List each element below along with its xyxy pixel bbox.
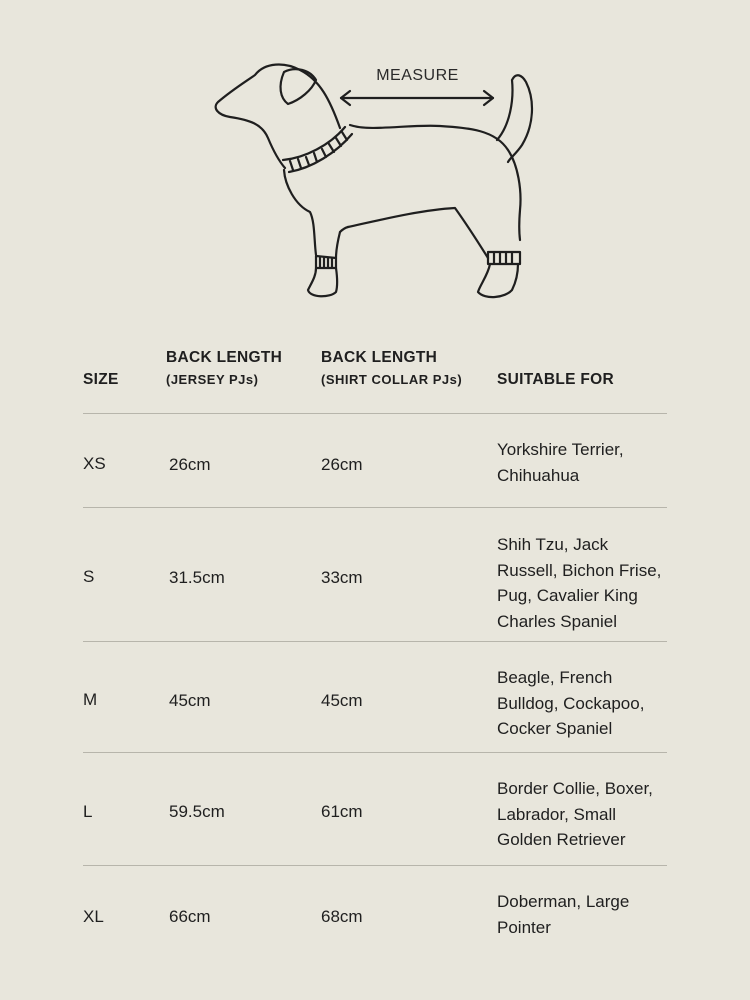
shirt-length-cell: 68cm [321, 907, 363, 926]
jersey-length-cell: 45cm [169, 691, 211, 710]
size-cell: L [83, 802, 93, 821]
dog-measure-illustration [0, 0, 750, 320]
size-cell: XL [83, 907, 104, 926]
jersey-length-cell: 31.5cm [169, 568, 225, 587]
header-back-length-shirt-title: BACK LENGTH [321, 349, 438, 366]
header-back-length-shirt-sub: (SHIRT COLLAR PJs) [321, 372, 463, 387]
jersey-length-cell: 26cm [169, 455, 211, 474]
table-header [83, 340, 667, 414]
table-row-s [83, 508, 667, 642]
suitable-for-cell: Doberman, Large Pointer [497, 892, 630, 937]
table-row-xs [83, 414, 667, 508]
suitable-for-cell: Yorkshire Terrier, Chihuahua [497, 440, 624, 485]
shirt-length-cell: 33cm [321, 568, 363, 587]
header-size: SIZE [83, 371, 119, 388]
shirt-length-cell: 26cm [321, 455, 363, 474]
header-back-length-jersey-sub: (JERSEY PJs) [166, 372, 259, 387]
table-row-l [83, 753, 667, 866]
suitable-for-cell: Border Collie, Boxer, Labrador, Small Golden Retriever [497, 779, 653, 849]
suitable-for-cell: Beagle, French Bulldog, Cockapoo, Cocker Spaniel [497, 668, 645, 738]
table-row-m [83, 642, 667, 753]
shirt-length-cell: 45cm [321, 691, 363, 710]
header-back-length-shirt [321, 347, 462, 391]
jersey-length-cell: 66cm [169, 907, 211, 926]
header-suitable-for: SUITABLE FOR [497, 371, 614, 388]
suitable-for-cell: Shih Tzu, Jack Russell, Bichon Frise, Pug, Cavalier King Charles Spaniel [497, 535, 662, 631]
jersey-length-cell: 59.5cm [169, 802, 225, 821]
header-back-length-jersey-title: BACK LENGTH [166, 349, 283, 366]
size-cell: S [83, 567, 95, 586]
size-cell: XS [83, 454, 106, 473]
size-chart-table [83, 340, 667, 966]
dog-outline-icon [0, 0, 750, 320]
header-back-length-jersey [166, 347, 282, 391]
measure-label: MEASURE [376, 67, 459, 84]
shirt-length-cell: 61cm [321, 802, 363, 821]
size-cell: M [83, 690, 98, 709]
table-row-xl [83, 866, 667, 966]
